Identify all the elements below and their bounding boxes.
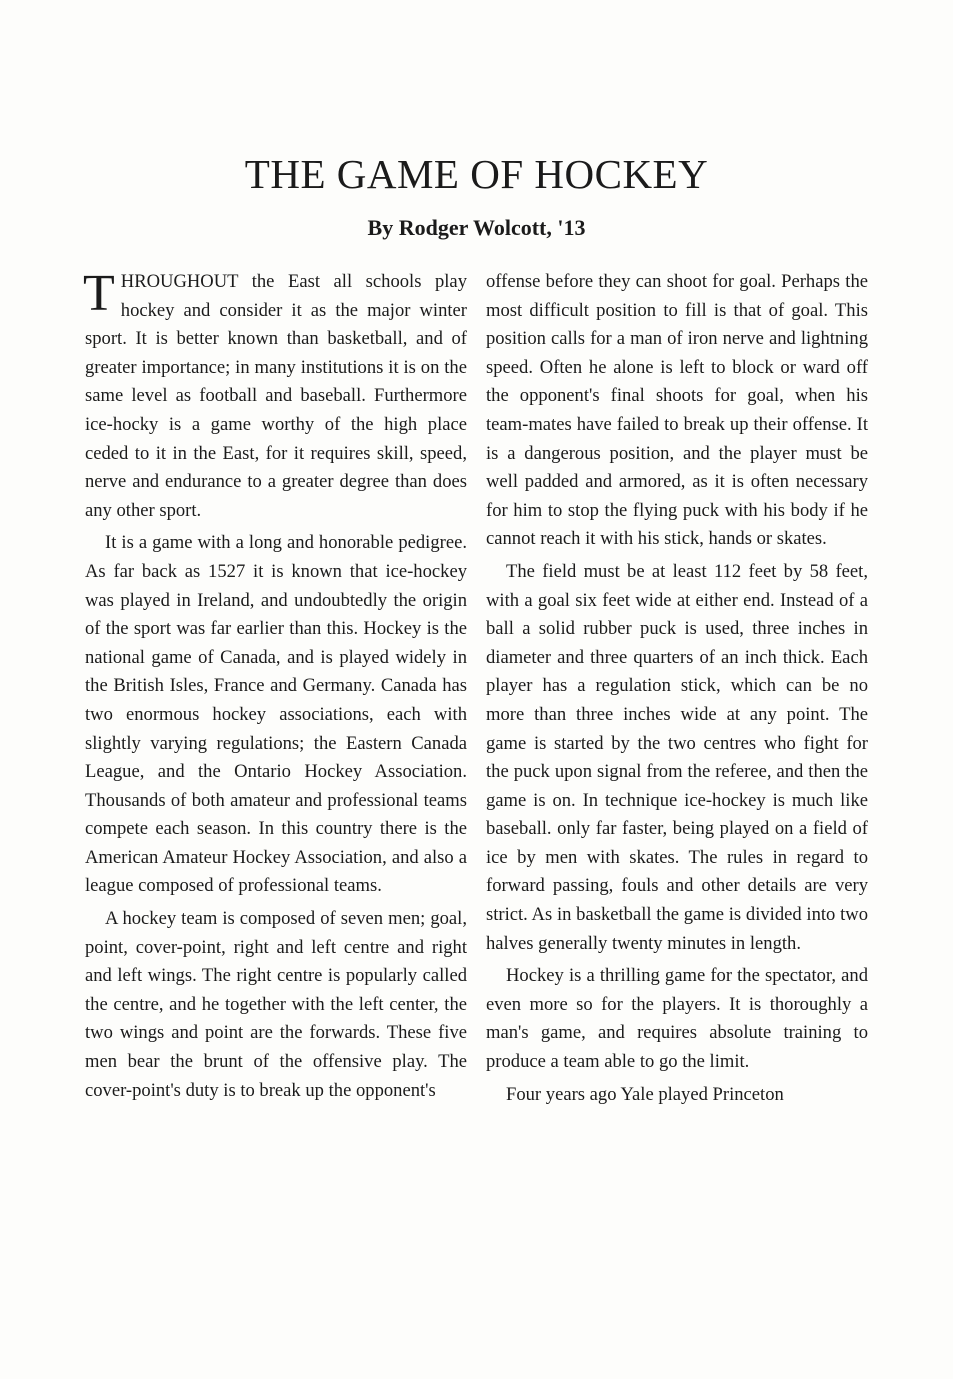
paragraph-text: HROUGHOUT the East all schools play hockey and consider it as the major winter sport. It is better known than basketball, and of greater importance; in many institutions it is on the same level as football and baseball. Furthermore ice-hocky is a game worthy of the high place ceded to it in the East, for it requires skill, speed, nerve and endurance to a greater degree than does any other sport.	[85, 271, 467, 521]
paragraph: offense before they can shoot for goal. Perhaps the most difficult position to fill is that of goal. This position calls for a man of iron nerve and lightning speed. Often he alone is left to block or ward off the opponent's final shoots for goal, when his team-mates have failed to break up their offense. It is a dangerous position, and the player must be well padded and armored, as it is often necessary for him to stop the flying puck with his body if he cannot reach it with his stick, hands or skates.	[486, 271, 868, 550]
paragraph: Hockey is a thrilling game for the spectator, and even more so for the players. It is thoroughly a man's game, and requires absolute training to produce a team able to go the limit.	[486, 965, 868, 1073]
article-byline: By Rodger Wolcott, '13	[367, 215, 586, 240]
paragraph	[83, 265, 467, 525]
left-column	[83, 265, 467, 1109]
paragraph: The field must be at least 112 feet by 58 feet, with a goal six feet wide at either end. Instead of a ball a solid rubber puck is used, three inches in diameter and three quarters of an inch thick. Each player has a regulation stick, which can be no more than three inches wide at any point. The game is started by the two centres who fight for the puck upon signal from the referee, and then the game is on. In technique ice-hockey is much like baseball. only far faster, being played on a field of ice by men with skates. The rules in regard to forward passing, fouls and other details are very strict. As in basketball the game is divided into two halves generally twenty minutes in length.	[486, 560, 868, 954]
paragraph: A hockey team is composed of seven men; goal, point, cover-point, right and left centre and right and left wings. The right centre is popularly called the centre, and he together with the left center, the two wings and point are the forwards. These five men bear the brunt of the offensive play. The cover-point's duty is to break up the opponent's	[85, 908, 467, 1101]
paragraph: Four years ago Yale played Princeton	[506, 1083, 784, 1105]
right-column	[486, 268, 868, 1113]
article-title: THE GAME OF HOCKEY	[244, 151, 709, 197]
drop-cap: T	[83, 265, 115, 322]
paragraph: It is a game with a long and honorable pedigree. As far back as 1527 it is known that ice-hockey was played in Ireland, and undoubtedly the origin of the sport was far earlier than this. Hockey is the national game of Canada, and is played widely in the British Isles, France and Germany. Canada has two enormous hockey associations, each with slightly varying regulations; the Eastern Canada League, and the Ontario Hockey Association. Thousands of both amateur and professional teams compete each season. In this country there is the American Amateur Hockey Association, and also a league composed of professional teams.	[85, 532, 467, 897]
